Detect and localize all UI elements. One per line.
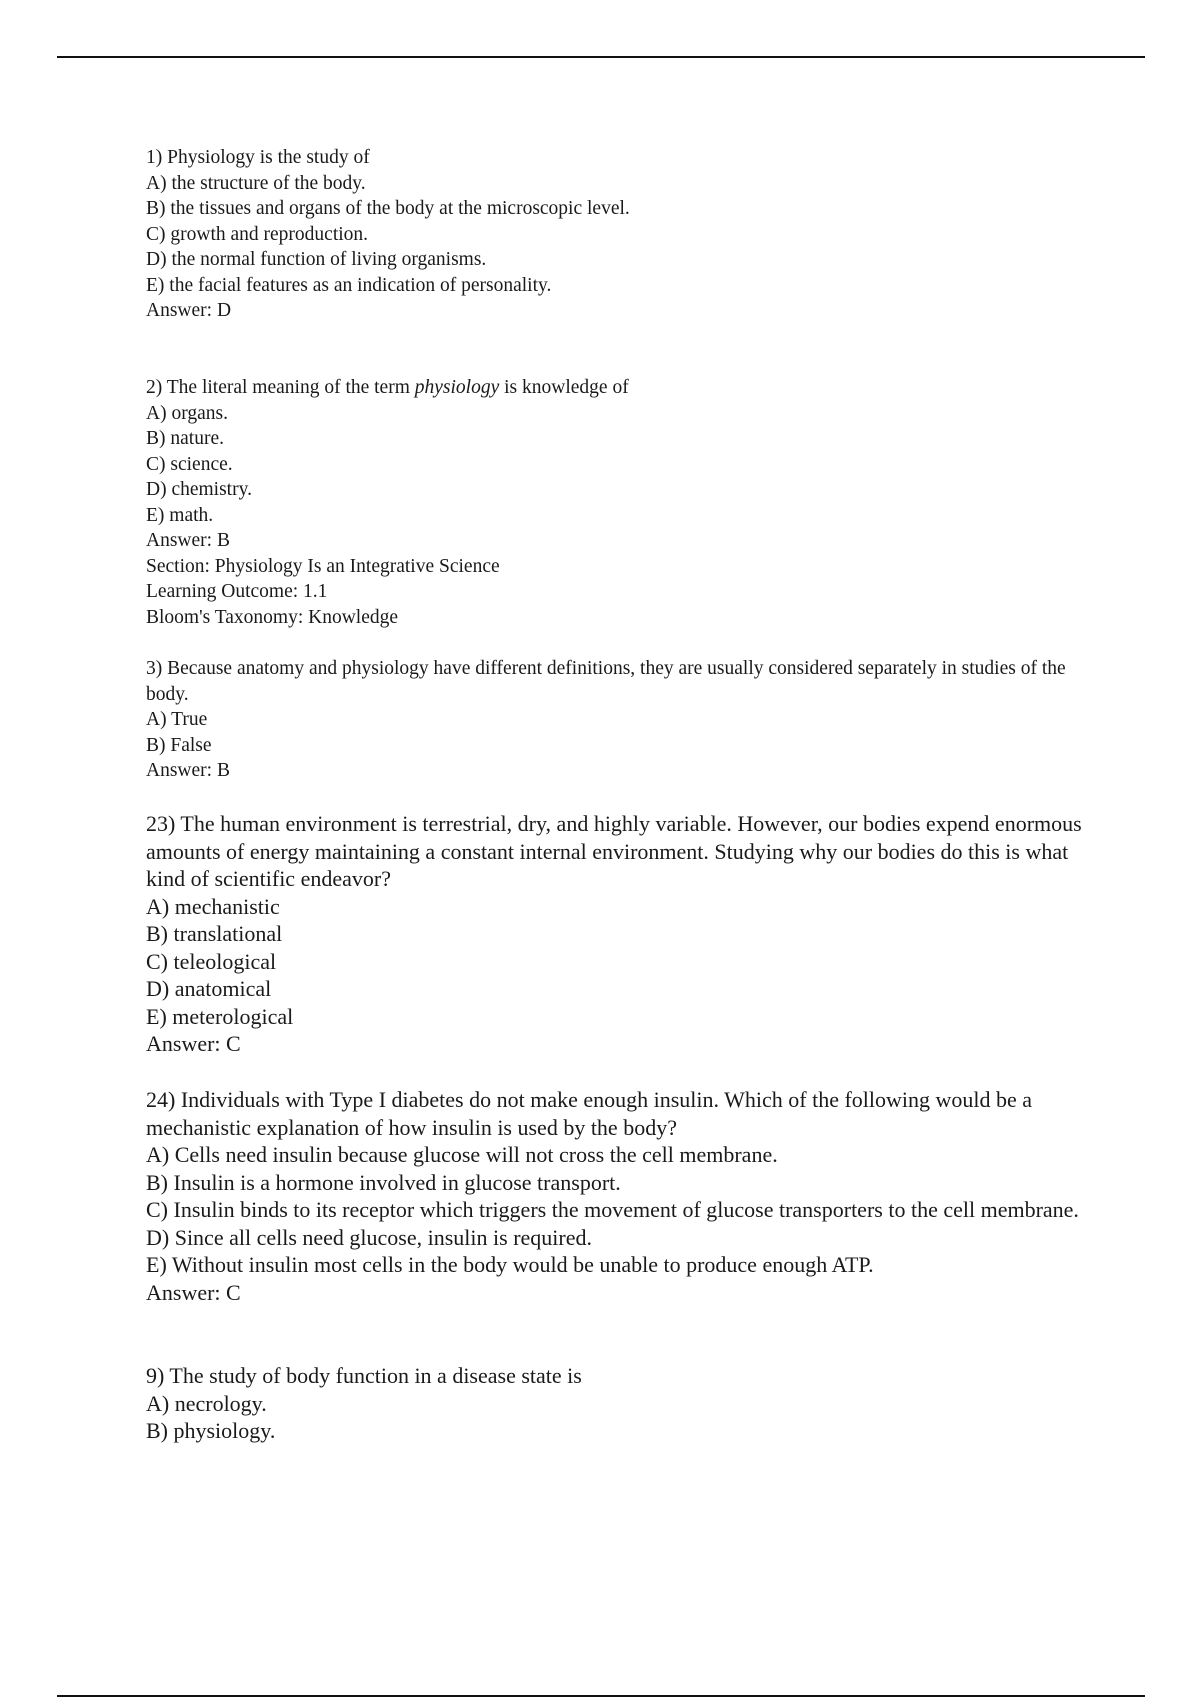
- answer-option-d: D) anatomical: [146, 976, 272, 1001]
- answer-option-d: D) chemistry.: [146, 479, 252, 500]
- question-23: [146, 810, 1086, 1058]
- answer-option-b: B) Insulin is a hormone involved in glucose transport.: [146, 1169, 621, 1195]
- answer-option-b: B) the tissues and organs of the body at the microscopic level.: [146, 198, 630, 219]
- answer-option-b: B) translational: [146, 921, 283, 946]
- answer-option-c: C) growth and reproduction.: [146, 223, 369, 245]
- answer-option-a: A) the structure of the body.: [146, 172, 366, 194]
- question-stem: 23) The human environment is terrestrial, dry, and highly variable. However, our bodies expend enormous amounts of energy maintaining a constant internal environment. Studying why our bodies do this is what kind of scientific endeavor?: [146, 811, 1082, 891]
- top-rule: [57, 56, 1145, 58]
- answer-option-c: C) Insulin binds to its receptor which triggers the movement of glucose transporters to the cell membrane.: [146, 1197, 1079, 1222]
- answer-option-a: A) organs.: [146, 402, 228, 424]
- question-stem: 9) The study of body function in a disease state is: [146, 1363, 582, 1388]
- question-stem-italic-term: physiology: [414, 377, 500, 398]
- answer-option-e: E) math.: [146, 504, 214, 526]
- answer-key: Answer: D: [146, 300, 232, 321]
- question-stem-text: 2) The literal meaning of the term: [146, 377, 415, 398]
- answer-option-a: A) mechanistic: [146, 893, 280, 919]
- question-stem: 24) Individuals with Type I diabetes do not make enough insulin. Which of the following would be a mechanistic explanation of how insulin is used by the body?: [146, 1087, 1033, 1140]
- question-2: [146, 375, 1086, 630]
- question-3: [146, 656, 1086, 784]
- question-stem: [146, 375, 1086, 401]
- question-stem: 1) Physiology is the study of: [146, 147, 370, 168]
- answer-key: Answer: B: [146, 530, 230, 551]
- answer-key: Answer: B: [146, 760, 230, 781]
- section-label: Section: Physiology Is an Integrative Science: [146, 555, 500, 577]
- question-24: [146, 1086, 1086, 1306]
- answer-option-b: B) nature.: [146, 428, 224, 449]
- answer-key: Answer: C: [146, 1031, 241, 1056]
- answer-option-c: C) science.: [146, 453, 233, 475]
- answer-option-e: E) Without insulin most cells in the body would be unable to produce enough ATP.: [146, 1252, 874, 1277]
- answer-option-e: E) the facial features as an indication of personality.: [146, 274, 552, 296]
- answer-option-e: E) meterological: [146, 1003, 294, 1029]
- answer-key: Answer: C: [146, 1279, 241, 1305]
- bottom-rule: [57, 1695, 1145, 1697]
- answer-option-a: A) necrology.: [146, 1390, 267, 1416]
- answer-option-b: B) False: [146, 734, 212, 756]
- bloom-taxonomy: Bloom's Taxonomy: Knowledge: [146, 606, 399, 628]
- question-1: [146, 145, 1086, 324]
- answer-option-a: A) True: [146, 709, 208, 730]
- question-stem: 3) Because anatomy and physiology have different definitions, they are usually considered separately in studies of the body.: [146, 658, 1066, 705]
- question-9: [146, 1362, 1086, 1445]
- question-stem-text-end: is knowledge of: [499, 377, 629, 398]
- learning-outcome: Learning Outcome: 1.1: [146, 581, 328, 602]
- answer-option-d: D) Since all cells need glucose, insulin is required.: [146, 1224, 592, 1250]
- answer-option-a: A) Cells need insulin because glucose will not cross the cell membrane.: [146, 1142, 778, 1167]
- answer-option-d: D) the normal function of living organisms.: [146, 249, 487, 270]
- answer-option-c: C) teleological: [146, 948, 277, 974]
- answer-option-b: B) physiology.: [146, 1418, 276, 1443]
